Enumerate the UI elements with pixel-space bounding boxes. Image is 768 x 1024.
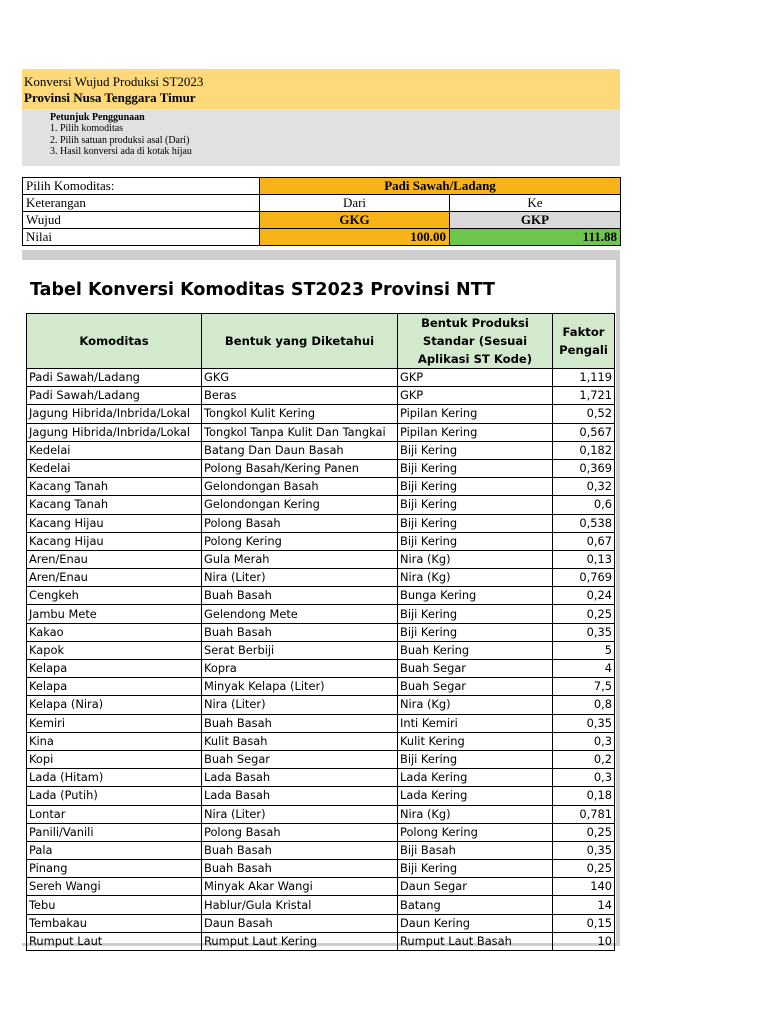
cell-bentuk-standar: Biji Basah	[398, 841, 553, 859]
cell-faktor-pengali: 0,25	[553, 823, 615, 841]
cell-bentuk-standar: GKP	[398, 387, 553, 405]
cell-bentuk-diketahui: Lada Basah	[202, 769, 398, 787]
cell-bentuk-standar: Biji Kering	[398, 750, 553, 768]
cell-bentuk-diketahui: Lada Basah	[202, 787, 398, 805]
table-row	[27, 514, 615, 532]
page-title: Konversi Wujud Produksi ST2023	[24, 74, 204, 89]
cell-komoditas: Kedelai	[27, 441, 202, 459]
dari-header: Dari	[260, 195, 450, 212]
table-row	[27, 478, 615, 496]
table-row	[27, 714, 615, 732]
cell-bentuk-diketahui: Gelondongan Kering	[202, 496, 398, 514]
cell-bentuk-diketahui: Buah Basah	[202, 587, 398, 605]
page-subtitle: Provinsi Nusa Tenggara Timur	[24, 90, 196, 105]
cell-komoditas: Sereh Wangi	[27, 878, 202, 896]
cell-faktor-pengali: 0,15	[553, 914, 615, 932]
cell-bentuk-standar: Batang	[398, 896, 553, 914]
cell-komoditas: Cengkeh	[27, 587, 202, 605]
cell-komoditas: Aren/Enau	[27, 550, 202, 568]
cell-faktor-pengali: 0,769	[553, 569, 615, 587]
cell-komoditas: Jagung Hibrida/Inbrida/Lokal	[27, 405, 202, 423]
cell-komoditas: Kedelai	[27, 459, 202, 477]
cell-bentuk-standar: Nira (Kg)	[398, 696, 553, 714]
cell-bentuk-diketahui: Kopra	[202, 660, 398, 678]
cell-bentuk-standar: Nira (Kg)	[398, 805, 553, 823]
table-row	[27, 805, 615, 823]
cell-komoditas: Lontar	[27, 805, 202, 823]
cell-faktor-pengali: 0,32	[553, 478, 615, 496]
cell-komoditas: Padi Sawah/Ladang	[27, 369, 202, 387]
cell-bentuk-standar: Pipilan Kering	[398, 423, 553, 441]
table-row	[27, 623, 615, 641]
cell-komoditas: Rumput Laut	[27, 932, 202, 950]
cell-faktor-pengali: 14	[553, 896, 615, 914]
wujud-label: Wujud	[23, 212, 260, 229]
table-row	[27, 569, 615, 587]
table-row	[27, 769, 615, 787]
cell-komoditas: Tebu	[27, 896, 202, 914]
nilai-ke-result: 111.88	[450, 229, 621, 246]
cell-bentuk-standar: Biji Kering	[398, 860, 553, 878]
cell-faktor-pengali: 0,24	[553, 587, 615, 605]
table-row	[27, 641, 615, 659]
cell-faktor-pengali: 0,25	[553, 605, 615, 623]
cell-bentuk-diketahui: Tongkol Tanpa Kulit Dan Tangkai	[202, 423, 398, 441]
cell-komoditas: Kapok	[27, 641, 202, 659]
table-row	[27, 387, 615, 405]
cell-faktor-pengali: 0,6	[553, 496, 615, 514]
conversion-form	[22, 177, 621, 246]
cell-bentuk-diketahui: Hablur/Gula Kristal	[202, 896, 398, 914]
cell-bentuk-diketahui: Buah Segar	[202, 750, 398, 768]
column-header: Bentuk Produksi Standar (Sesuai Aplikasi ST Kode)	[398, 314, 553, 369]
cell-bentuk-diketahui: Nira (Liter)	[202, 805, 398, 823]
cell-komoditas: Kina	[27, 732, 202, 750]
cell-komoditas: Kacang Hijau	[27, 532, 202, 550]
table-row	[27, 405, 615, 423]
cell-komoditas: Pinang	[27, 860, 202, 878]
cell-komoditas: Tembakau	[27, 914, 202, 932]
cell-faktor-pengali: 0,67	[553, 532, 615, 550]
komoditas-select[interactable]: Padi Sawah/Ladang	[260, 178, 621, 195]
cell-faktor-pengali: 0,13	[553, 550, 615, 568]
cell-bentuk-standar: Bunga Kering	[398, 587, 553, 605]
column-header: Komoditas	[27, 314, 202, 369]
cell-komoditas: Padi Sawah/Ladang	[27, 387, 202, 405]
table-row	[27, 896, 615, 914]
cell-faktor-pengali: 0,2	[553, 750, 615, 768]
table-row	[27, 532, 615, 550]
table-row	[27, 787, 615, 805]
cell-faktor-pengali: 0,369	[553, 459, 615, 477]
cell-komoditas: Kakao	[27, 623, 202, 641]
cell-bentuk-diketahui: Serat Berbiji	[202, 641, 398, 659]
instructions-title: Petunjuk Penggunaan	[50, 112, 145, 123]
cell-bentuk-standar: Kulit Kering	[398, 732, 553, 750]
cell-bentuk-diketahui: Rumput Laut Kering	[202, 932, 398, 950]
cell-faktor-pengali: 140	[553, 878, 615, 896]
table-row	[27, 369, 615, 387]
cell-komoditas: Kemiri	[27, 714, 202, 732]
cell-bentuk-standar: Buah Segar	[398, 660, 553, 678]
cell-komoditas: Jambu Mete	[27, 605, 202, 623]
table-row	[27, 550, 615, 568]
cell-faktor-pengali: 0,18	[553, 787, 615, 805]
cell-bentuk-diketahui: GKG	[202, 369, 398, 387]
table-row	[27, 823, 615, 841]
cell-komoditas: Panili/Vanili	[27, 823, 202, 841]
cell-faktor-pengali: 0,35	[553, 623, 615, 641]
cell-komoditas: Aren/Enau	[27, 569, 202, 587]
table-title: Tabel Konversi Komoditas ST2023 Provinsi NTT	[30, 280, 495, 300]
cell-bentuk-diketahui: Gula Merah	[202, 550, 398, 568]
table-row	[27, 914, 615, 932]
cell-faktor-pengali: 0,182	[553, 441, 615, 459]
table-row	[27, 441, 615, 459]
cell-bentuk-diketahui: Polong Basah	[202, 514, 398, 532]
cell-komoditas: Jagung Hibrida/Inbrida/Lokal	[27, 423, 202, 441]
cell-bentuk-standar: Biji Kering	[398, 605, 553, 623]
cell-faktor-pengali: 0,25	[553, 860, 615, 878]
cell-bentuk-standar: Polong Kering	[398, 823, 553, 841]
cell-bentuk-standar: Pipilan Kering	[398, 405, 553, 423]
table-row	[27, 678, 615, 696]
cell-faktor-pengali: 0,3	[553, 769, 615, 787]
cell-faktor-pengali: 7,5	[553, 678, 615, 696]
cell-faktor-pengali: 0,8	[553, 696, 615, 714]
cell-komoditas: Kacang Tanah	[27, 496, 202, 514]
cell-komoditas: Lada (Putih)	[27, 787, 202, 805]
cell-faktor-pengali: 0,35	[553, 841, 615, 859]
cell-faktor-pengali: 10	[553, 932, 615, 950]
cell-bentuk-standar: Buah Kering	[398, 641, 553, 659]
instructions-list	[50, 123, 192, 158]
cell-komoditas: Kelapa	[27, 660, 202, 678]
table-row	[27, 660, 615, 678]
cell-bentuk-standar: Buah Segar	[398, 678, 553, 696]
cell-bentuk-standar: Daun Kering	[398, 914, 553, 932]
table-row	[27, 587, 615, 605]
cell-bentuk-standar: Lada Kering	[398, 787, 553, 805]
cell-bentuk-diketahui: Minyak Akar Wangi	[202, 878, 398, 896]
cell-faktor-pengali: 0,538	[553, 514, 615, 532]
instruction-step: 1. Pilih komoditas	[50, 123, 124, 134]
cell-bentuk-diketahui: Buah Basah	[202, 841, 398, 859]
table-row	[27, 605, 615, 623]
table-row	[27, 841, 615, 859]
cell-bentuk-standar: Biji Kering	[398, 459, 553, 477]
cell-bentuk-standar: Nira (Kg)	[398, 569, 553, 587]
cell-bentuk-diketahui: Gelondongan Basah	[202, 478, 398, 496]
cell-komoditas: Kacang Tanah	[27, 478, 202, 496]
table-row	[27, 860, 615, 878]
cell-bentuk-standar: Biji Kering	[398, 532, 553, 550]
table-row	[27, 423, 615, 441]
cell-bentuk-standar: Biji Kering	[398, 496, 553, 514]
cell-bentuk-diketahui: Polong Basah	[202, 823, 398, 841]
komoditas-label: Pilih Komoditas:	[23, 178, 260, 195]
cell-bentuk-diketahui: Polong Kering	[202, 532, 398, 550]
cell-bentuk-diketahui: Polong Basah/Kering Panen	[202, 459, 398, 477]
ke-header: Ke	[450, 195, 621, 212]
cell-bentuk-diketahui: Buah Basah	[202, 714, 398, 732]
cell-komoditas: Kelapa (Nira)	[27, 696, 202, 714]
cell-komoditas: Pala	[27, 841, 202, 859]
cell-bentuk-diketahui: Minyak Kelapa (Liter)	[202, 678, 398, 696]
table-row	[27, 750, 615, 768]
cell-bentuk-diketahui: Buah Basah	[202, 860, 398, 878]
table-row	[27, 732, 615, 750]
conversion-sheet	[22, 260, 616, 948]
cell-bentuk-diketahui: Gelendong Mete	[202, 605, 398, 623]
cell-faktor-pengali: 4	[553, 660, 615, 678]
table-row	[27, 696, 615, 714]
cell-bentuk-standar: Biji Kering	[398, 478, 553, 496]
table-row	[27, 496, 615, 514]
cell-bentuk-standar: Biji Kering	[398, 623, 553, 641]
table-body	[27, 369, 615, 951]
cell-faktor-pengali: 1,119	[553, 369, 615, 387]
table-row	[27, 459, 615, 477]
cell-bentuk-diketahui: Buah Basah	[202, 623, 398, 641]
instruction-step: 3. Hasil konversi ada di kotak hijau	[50, 146, 192, 157]
cell-faktor-pengali: 0,35	[553, 714, 615, 732]
wujud-dari-select[interactable]: GKG	[260, 212, 450, 229]
conversion-table	[26, 313, 615, 951]
wujud-ke-value: GKP	[450, 212, 621, 229]
cell-bentuk-standar: Nira (Kg)	[398, 550, 553, 568]
cell-bentuk-diketahui: Nira (Liter)	[202, 696, 398, 714]
nilai-dari-input[interactable]: 100.00	[260, 229, 450, 246]
cell-bentuk-diketahui: Batang Dan Daun Basah	[202, 441, 398, 459]
cell-komoditas: Lada (Hitam)	[27, 769, 202, 787]
cell-faktor-pengali: 5	[553, 641, 615, 659]
cell-bentuk-standar: Biji Kering	[398, 514, 553, 532]
cell-faktor-pengali: 0,781	[553, 805, 615, 823]
cell-bentuk-diketahui: Tongkol Kulit Kering	[202, 405, 398, 423]
cell-bentuk-standar: Inti Kemiri	[398, 714, 553, 732]
cell-bentuk-standar: Lada Kering	[398, 769, 553, 787]
column-header: Faktor Pengali	[553, 314, 615, 369]
cell-bentuk-diketahui: Beras	[202, 387, 398, 405]
cell-bentuk-standar: Daun Segar	[398, 878, 553, 896]
cell-bentuk-diketahui: Nira (Liter)	[202, 569, 398, 587]
keterangan-label: Keterangan	[23, 195, 260, 212]
table-row	[27, 932, 615, 950]
nilai-label: Nilai	[23, 229, 260, 246]
cell-bentuk-diketahui: Daun Basah	[202, 914, 398, 932]
cell-komoditas: Kopi	[27, 750, 202, 768]
cell-faktor-pengali: 0,52	[553, 405, 615, 423]
cell-faktor-pengali: 0,3	[553, 732, 615, 750]
table-image-frame	[22, 250, 620, 946]
cell-komoditas: Kacang Hijau	[27, 514, 202, 532]
cell-bentuk-standar: Biji Kering	[398, 441, 553, 459]
column-header: Bentuk yang Diketahui	[202, 314, 398, 369]
cell-bentuk-standar: Rumput Laut Basah	[398, 932, 553, 950]
cell-faktor-pengali: 1,721	[553, 387, 615, 405]
cell-bentuk-standar: GKP	[398, 369, 553, 387]
instructions-box	[22, 109, 620, 166]
cell-faktor-pengali: 0,567	[553, 423, 615, 441]
table-row	[27, 878, 615, 896]
instruction-step: 2. Pilih satuan produksi asal (Dari)	[50, 134, 190, 146]
cell-komoditas: Kelapa	[27, 678, 202, 696]
title-banner	[22, 69, 620, 109]
cell-bentuk-diketahui: Kulit Basah	[202, 732, 398, 750]
